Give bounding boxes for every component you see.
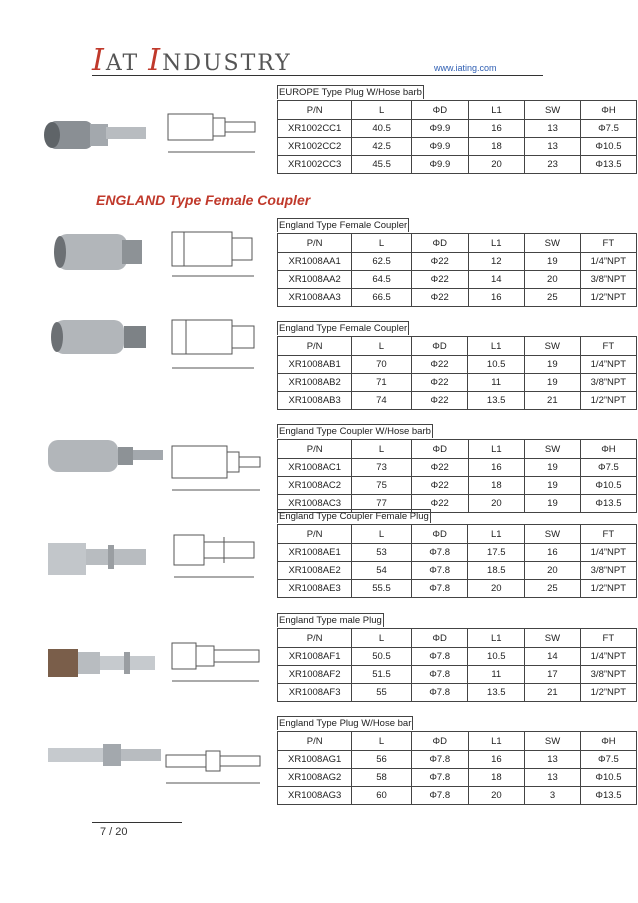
cell: 1/4”NPT (580, 356, 636, 374)
page-number: 7 / 20 (100, 826, 128, 838)
cell: Φ7.5 (580, 751, 636, 769)
cell: 51.5 (352, 666, 412, 684)
header-cell: L (352, 337, 411, 356)
cell: 13 (525, 138, 581, 156)
cell: 11 (468, 666, 525, 684)
header-cell: ΦH (580, 732, 636, 751)
website-link[interactable]: www.iating.com (434, 63, 497, 73)
table-caption: England Type Coupler Female Plug (279, 511, 429, 522)
cell: 1/4”NPT (580, 648, 636, 666)
cell: Φ7.8 (411, 580, 468, 598)
table-row (278, 271, 637, 289)
cell: Φ22 (411, 289, 468, 307)
cell: 19 (525, 477, 581, 495)
cell: 1/2”NPT (580, 289, 636, 307)
cell: 20 (525, 562, 581, 580)
cell: 3/8”NPT (580, 666, 636, 684)
product-photo-male-plug (38, 625, 168, 695)
header-cell: SW (525, 732, 581, 751)
header-cell: SW (525, 440, 581, 459)
header-cell: L (352, 440, 411, 459)
header-cell: L (352, 629, 412, 648)
cell: 75 (352, 477, 411, 495)
product-photo-coupler-hose-barb (38, 420, 168, 490)
header-cell: SW (525, 337, 581, 356)
cell: 25 (525, 289, 581, 307)
header-cell: L (352, 101, 412, 120)
table-row (278, 459, 637, 477)
table-row (278, 477, 637, 495)
cell: XR1008AB2 (278, 374, 352, 392)
drawing-europe-plug (160, 92, 260, 162)
cell: 23 (525, 156, 581, 174)
cell: 17.5 (468, 544, 525, 562)
table-header-row (278, 525, 637, 544)
cell: Φ10.5 (580, 769, 636, 787)
cell: 60 (352, 787, 411, 805)
drawing-plug-hose-barb (160, 735, 265, 795)
header-cell: ΦD (411, 732, 468, 751)
cell: 20 (468, 495, 525, 513)
cell: 58 (352, 769, 411, 787)
table-header-row (278, 234, 637, 253)
cell: 18 (468, 477, 525, 495)
header-cell: FT (580, 337, 636, 356)
table-header-row (278, 629, 637, 648)
table-row (278, 356, 637, 374)
cell: 16 (468, 459, 525, 477)
header-cell: P/N (278, 525, 352, 544)
cell: XR1008AG2 (278, 769, 352, 787)
cell: 16 (468, 751, 525, 769)
cell: Φ22 (411, 495, 468, 513)
header-cell: FT (580, 234, 636, 253)
spec-table (277, 524, 637, 598)
table-caption: England Type Plug W/Hose bar (279, 718, 412, 729)
table-caption: EUROPE Type Plug W/Hose barb (279, 87, 422, 98)
cell: XR1008AB3 (278, 392, 352, 410)
header-cell: L (352, 525, 412, 544)
cell: 19 (525, 253, 581, 271)
cell: Φ9.9 (411, 120, 468, 138)
table-block-coupler-hose-barb (277, 421, 637, 513)
table-row (278, 544, 637, 562)
cell: 16 (525, 544, 581, 562)
product-photo-europe-plug (38, 96, 158, 166)
spec-table (277, 628, 637, 702)
drawing-coupler-female-plug (164, 515, 264, 585)
cell: Φ7.8 (411, 562, 468, 580)
cell: Φ22 (411, 356, 468, 374)
header-cell: ΦH (580, 101, 636, 120)
cell: Φ7.8 (411, 666, 468, 684)
cell: XR1008AE2 (278, 562, 352, 580)
header-cell: L1 (468, 629, 525, 648)
table-row (278, 787, 637, 805)
cell: Φ22 (411, 459, 468, 477)
cell: Φ7.8 (411, 648, 468, 666)
header-cell: P/N (278, 629, 352, 648)
table-row (278, 392, 637, 410)
table-row (278, 120, 637, 138)
header-cell: FT (580, 629, 636, 648)
header-cell: SW (525, 101, 581, 120)
cell: 20 (525, 271, 581, 289)
header-cell: L1 (468, 101, 524, 120)
cell: 20 (468, 787, 525, 805)
table-block-male-plug (277, 610, 637, 702)
cell: Φ7.8 (411, 684, 468, 702)
cell: XR1002CC3 (278, 156, 352, 174)
drawing-male-plug (164, 625, 264, 690)
cell: XR1008AC2 (278, 477, 352, 495)
cell: 3/8”NPT (580, 374, 636, 392)
cell: 74 (352, 392, 411, 410)
cell: XR1008AF3 (278, 684, 352, 702)
spec-table (277, 336, 637, 410)
cell: XR1008AC3 (278, 495, 352, 513)
cell: 64.5 (352, 271, 412, 289)
cell: Φ22 (411, 392, 468, 410)
table-row (278, 562, 637, 580)
table-row (278, 253, 637, 271)
table-row (278, 648, 637, 666)
header-divider (92, 75, 543, 76)
table-header-row (278, 101, 637, 120)
cell: 70 (352, 356, 411, 374)
cell: Φ22 (411, 477, 468, 495)
table-caption: England Type Coupler W/Hose barb (279, 426, 431, 437)
cell: 18 (468, 138, 524, 156)
cell: Φ7.8 (411, 787, 468, 805)
cell: Φ9.9 (411, 138, 468, 156)
cell: 73 (352, 459, 411, 477)
cell: Φ10.5 (580, 138, 636, 156)
cell: 19 (525, 374, 581, 392)
cell: Φ7.8 (411, 544, 468, 562)
cell: 1/2”NPT (580, 392, 636, 410)
cell: 13 (525, 120, 581, 138)
cell: Φ7.5 (580, 120, 636, 138)
cell: 19 (525, 459, 581, 477)
table-block-plug-hose-barb (277, 713, 637, 805)
cell: 11 (468, 374, 525, 392)
spec-table (277, 100, 637, 174)
table-header-row (278, 732, 637, 751)
cell: 62.5 (352, 253, 412, 271)
cell: Φ22 (411, 374, 468, 392)
cell: XR1008AA2 (278, 271, 352, 289)
header-cell: ΦD (411, 234, 468, 253)
cell: Φ7.5 (580, 459, 636, 477)
table-header-row (278, 337, 637, 356)
table-row (278, 374, 637, 392)
section-title: ENGLAND Type Female Coupler (96, 192, 311, 208)
drawing-female-coupler-aa (164, 214, 264, 284)
spec-table (277, 731, 637, 805)
cell: 20 (468, 156, 524, 174)
cell: 13.5 (468, 392, 525, 410)
table-row (278, 156, 637, 174)
cell: Φ10.5 (580, 477, 636, 495)
cell: 17 (525, 666, 581, 684)
header-cell: ΦD (411, 629, 468, 648)
cell: Φ13.5 (580, 495, 636, 513)
cell: 10.5 (468, 648, 525, 666)
cell: 1/4”NPT (580, 544, 636, 562)
header-cell: L1 (468, 732, 525, 751)
header-cell: ΦD (411, 101, 468, 120)
cell: 66.5 (352, 289, 412, 307)
header-cell: P/N (278, 440, 352, 459)
cell: Φ22 (411, 271, 468, 289)
cell: 21 (525, 392, 581, 410)
table-block-female-coupler-aa (277, 215, 637, 307)
product-photo-female-coupler-aa (42, 216, 162, 286)
cell: Φ9.9 (411, 156, 468, 174)
cell: XR1008AG3 (278, 787, 352, 805)
cell: 3/8”NPT (580, 271, 636, 289)
cell: 53 (352, 544, 412, 562)
table-row (278, 751, 637, 769)
cell: XR1008AA3 (278, 289, 352, 307)
cell: 56 (352, 751, 411, 769)
cell: Φ22 (411, 253, 468, 271)
table-row (278, 580, 637, 598)
logo-wordmark: IAT INDUSTRY (92, 43, 292, 78)
header-cell: ΦH (580, 440, 636, 459)
cell: 14 (468, 271, 524, 289)
cell: 12 (468, 253, 524, 271)
header-cell: L (352, 234, 412, 253)
cell: 40.5 (352, 120, 412, 138)
header-cell: P/N (278, 337, 352, 356)
header-cell: L1 (468, 440, 525, 459)
table-row (278, 684, 637, 702)
cell: 71 (352, 374, 411, 392)
cell: 1/2”NPT (580, 580, 636, 598)
header-cell: FT (580, 525, 636, 544)
table-header-row (278, 440, 637, 459)
cell: 18.5 (468, 562, 525, 580)
cell: XR1008AA1 (278, 253, 352, 271)
cell: XR1008AF2 (278, 666, 352, 684)
footer-divider (92, 822, 182, 823)
table-caption: England Type Female Coupler (279, 323, 408, 334)
table-row (278, 666, 637, 684)
cell: 20 (468, 580, 525, 598)
cell: XR1008AE1 (278, 544, 352, 562)
header-cell: SW (525, 234, 581, 253)
cell: 25 (525, 580, 581, 598)
header-cell: P/N (278, 732, 352, 751)
cell: XR1008AF1 (278, 648, 352, 666)
cell: Φ7.8 (411, 751, 468, 769)
company-logo (92, 44, 292, 78)
header-cell: L (352, 732, 411, 751)
cell: 54 (352, 562, 412, 580)
cell: XR1008AC1 (278, 459, 352, 477)
product-photo-female-coupler-ab (42, 300, 162, 370)
header-cell: L1 (468, 525, 525, 544)
header-cell: ΦD (411, 525, 468, 544)
cell: 55 (352, 684, 412, 702)
header-cell: L1 (468, 337, 525, 356)
drawing-coupler-hose-barb (164, 430, 264, 500)
cell: 50.5 (352, 648, 412, 666)
header-cell: SW (525, 525, 581, 544)
cell: Φ13.5 (580, 787, 636, 805)
header-cell: P/N (278, 101, 352, 120)
cell: 13.5 (468, 684, 525, 702)
cell: 42.5 (352, 138, 412, 156)
cell: 19 (525, 495, 581, 513)
cell: 45.5 (352, 156, 412, 174)
table-row (278, 289, 637, 307)
table-block-europe-plug (277, 82, 637, 174)
spec-table (277, 439, 637, 513)
cell: 1/2”NPT (580, 684, 636, 702)
cell: 3 (525, 787, 581, 805)
header-cell: P/N (278, 234, 352, 253)
table-block-coupler-female-plug (277, 506, 637, 598)
cell: 19 (525, 356, 581, 374)
header-cell: ΦD (411, 337, 468, 356)
cell: Φ7.8 (411, 769, 468, 787)
cell: 1/4”NPT (580, 253, 636, 271)
header-cell: ΦD (411, 440, 468, 459)
cell: 77 (352, 495, 411, 513)
spec-table (277, 233, 637, 307)
cell: XR1008AE3 (278, 580, 352, 598)
cell: 21 (525, 684, 581, 702)
table-block-female-coupler-ab (277, 318, 637, 410)
table-row (278, 138, 637, 156)
cell: 3/8”NPT (580, 562, 636, 580)
cell: Φ13.5 (580, 156, 636, 174)
drawing-female-coupler-ab (164, 300, 264, 380)
table-caption: England Type male Plug (279, 615, 382, 626)
product-photo-coupler-female-plug (38, 515, 158, 590)
header-cell: SW (525, 629, 581, 648)
cell: 13 (525, 769, 581, 787)
cell: XR1008AG1 (278, 751, 352, 769)
table-row (278, 769, 637, 787)
cell: 13 (525, 751, 581, 769)
product-photo-plug-hose-barb (38, 718, 168, 798)
cell: 10.5 (468, 356, 525, 374)
cell: XR1002CC1 (278, 120, 352, 138)
table-caption: England Type Female Coupler (279, 220, 408, 231)
cell: XR1002CC2 (278, 138, 352, 156)
cell: XR1008AB1 (278, 356, 352, 374)
cell: 14 (525, 648, 581, 666)
cell: 16 (468, 120, 524, 138)
cell: 18 (468, 769, 525, 787)
cell: 16 (468, 289, 524, 307)
cell: 55.5 (352, 580, 412, 598)
header-cell: L1 (468, 234, 524, 253)
